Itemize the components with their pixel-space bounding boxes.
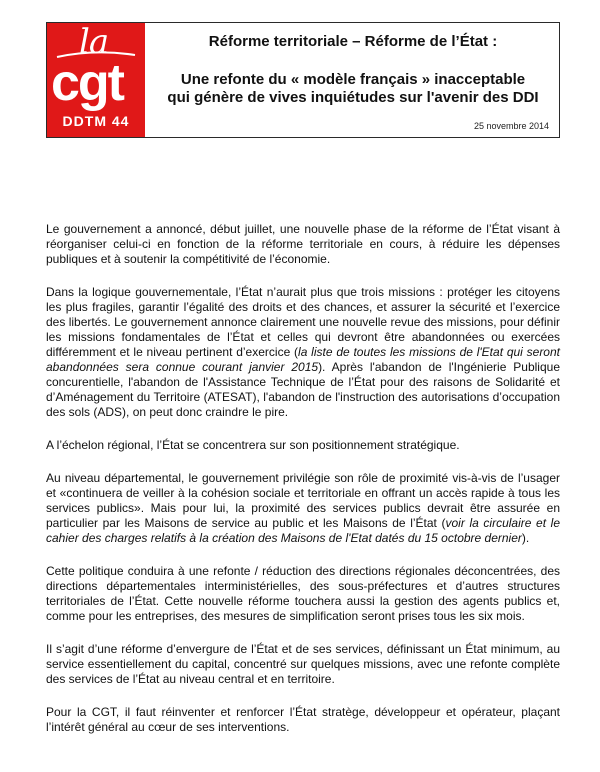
cgt-logo — [47, 23, 145, 137]
paragraph-politique: Cette politique conduira à une refonte / réduction des directions régionales déconcentrées, des directions départementales interministérielles, des sous-préfectures et d’autres structures territoriales de l’État. Cette nouvelle réforme touchera aussi la gestion des agents publics et, comme pour les entreprises, des mesures de simplification seront prises tous les six mois. — [46, 564, 560, 623]
paragraph-missions-italic: la liste de toutes les missions de l'Etat qui seront abandonnées sera connue courant janvier 2015 — [46, 345, 560, 374]
paragraph-regional: A l’échelon régional, l’État se concentrera sur son positionnement stratégique. — [46, 438, 460, 452]
document-header — [46, 22, 560, 138]
paragraph-departemental-italic: voir la circulaire et le cahier des charges relatifs à la création des Maisons de l'Etat datés du 15 octobre dernier — [46, 516, 560, 545]
logo-ddtm-text: DDTM 44 — [62, 113, 130, 129]
document-title: Réforme territoriale – Réforme de l’État : — [208, 33, 498, 50]
paragraph-intro: Le gouvernement a annoncé, début juillet, une nouvelle phase de la réforme de l’État visant à réorganiser celui-ci en fonction de la réforme territoriale en cours, à réduire les dépenses publiques et à soutenir la compétitivité de l’économie. — [46, 222, 560, 266]
logo-la-text: la — [79, 23, 109, 62]
paragraph-missions-text-a: Dans la logique gouvernementale, l’État n’aurait plus que trois missions : protéger les citoyens les plus fragiles, garantir l’égalité des droits et des chances, et assurer la sécurité et l’exercice des libertés. Le gouvernement annonce clairement une nouvelle revue des missions, pour définir les missions fondamentales de l’État et celles qui devront être abandonnées ou exercées différemment et le niveau pertinent d’exercice ( — [46, 285, 560, 359]
paragraph-departemental-text-a: Au niveau départemental, le gouvernement privilégie son rôle de proximité vis-à-vis de l’usager et «continuera de veiller à la cohésion sociale et territoriale en offrant un accès rapide à tous les services publics». Mais pour lui, la proximité des services publics devrait être assurée en particulier par les Maisons de service au public et les Maisons de l’État ( — [46, 471, 560, 530]
document-subtitle — [151, 71, 555, 107]
document-date: 25 novembre 2014 — [473, 121, 549, 131]
title-block — [151, 33, 555, 107]
paragraph-departemental — [46, 471, 560, 546]
logo-cgt-text: cgt — [51, 54, 123, 112]
subtitle-line-1: Une refonte du « modèle français » inacceptable — [180, 71, 526, 88]
paragraph-missions — [46, 285, 560, 420]
document-body — [46, 222, 560, 753]
paragraph-conclusion: Pour la CGT, il faut réinventer et renforcer l’État stratège, développeur et opérateur, plaçant l’intérêt général au cœur de ses interventions. — [46, 705, 560, 734]
paragraph-reforme: Il s’agit d’une réforme d’envergure de l’État et de ses services, définissant un État minimum, au service essentiellement du capital, concentré sur quelques missions, avec une refonte complète des services de l’État au niveau central et en territoire. — [46, 642, 560, 686]
paragraph-missions-text-b: ). Après l'abandon de l'Ingénierie Publique concurentielle, l'abandon de l'Assistance Technique de l’État pour des raisons de Solidarité et d’Aménagement du Territoire (ATESAT), l'abandon de l'instruction des autorisations d’occupation des sols (ADS), on peut donc craindre le pire. — [46, 360, 560, 419]
paragraph-departemental-text-b: ). — [521, 531, 530, 545]
subtitle-line-2: qui génère de vives inquiétudes sur l'avenir des DDI — [167, 89, 539, 106]
